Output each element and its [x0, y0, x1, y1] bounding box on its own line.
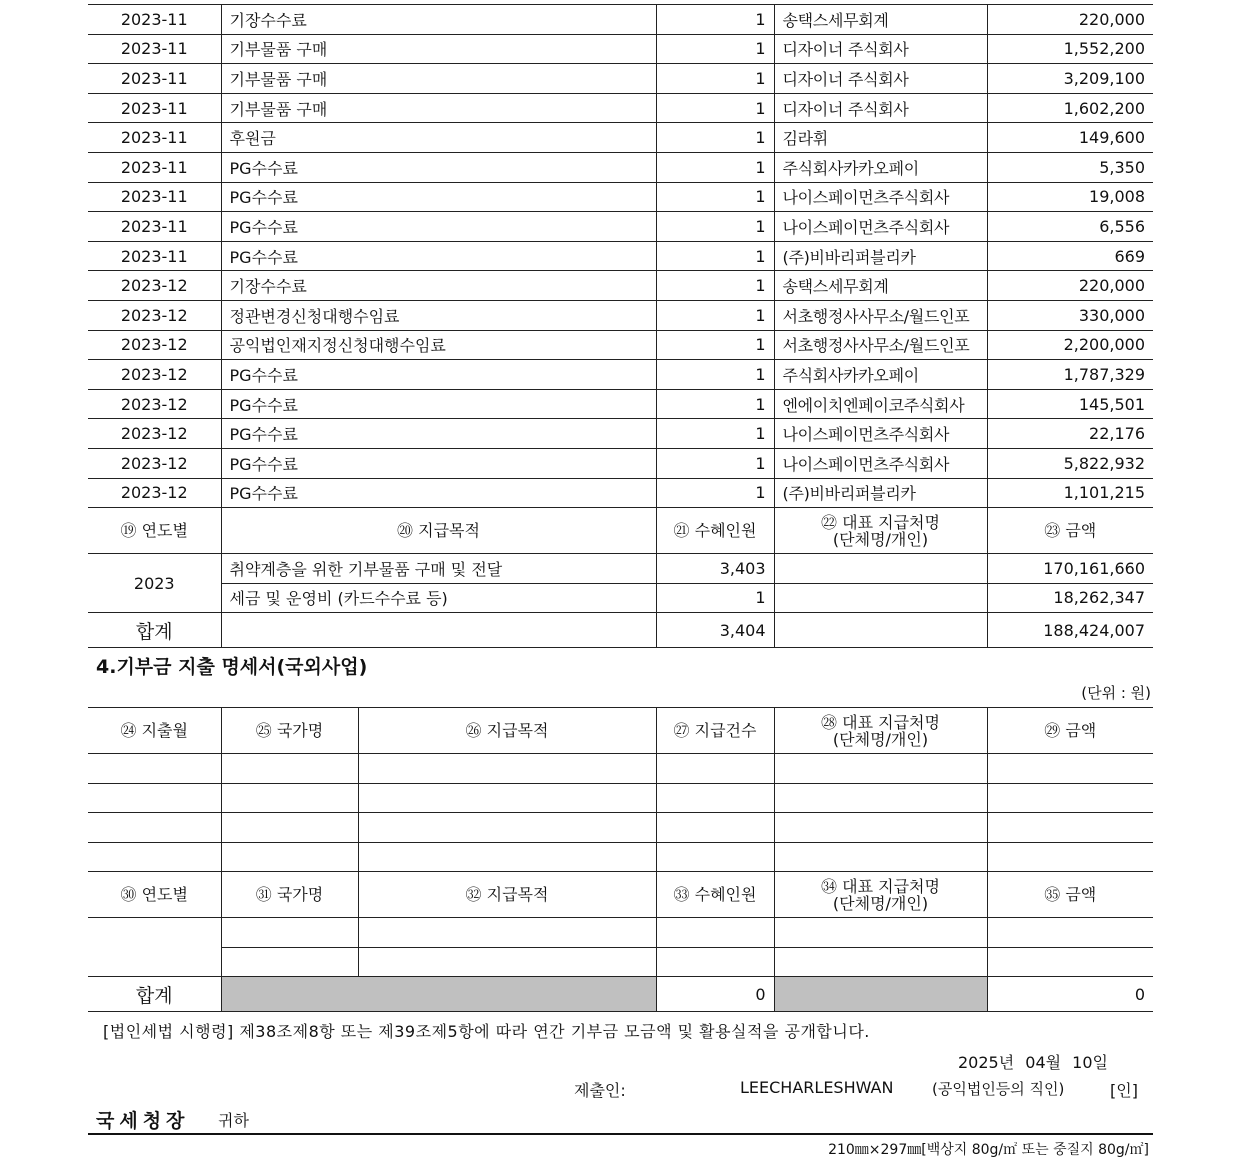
table-row [88, 389, 1153, 419]
header-year: ⑲ 연도별 [88, 508, 221, 554]
domestic-expenditure-body [88, 5, 1153, 648]
purpose-cell: PG수수료 [221, 241, 656, 271]
overseas-summary-empty-row [88, 947, 1153, 977]
expense-month: 2023-11 [88, 182, 221, 212]
expense-month: 2023-12 [88, 419, 221, 449]
expense-month: 2023-11 [88, 34, 221, 64]
expense-month: 2023-11 [88, 123, 221, 153]
count-cell: 1 [656, 300, 774, 330]
table-row [88, 64, 1153, 94]
footer-divider [88, 1133, 1153, 1135]
total-payee [774, 613, 987, 648]
total-shaded-cell [221, 977, 656, 1012]
purpose-cell: PG수수료 [221, 448, 656, 478]
amount-cell: 220,000 [987, 5, 1153, 35]
paper-spec: 210㎜×297㎜[백상지 80g/㎡ 또는 중질지 80g/㎡] [828, 1142, 1149, 1158]
header-payee [774, 872, 987, 918]
payee-cell: 서초행정사사무소/월드인포 [774, 330, 987, 360]
amount-cell: 220,000 [987, 271, 1153, 301]
summary-payee [774, 583, 987, 613]
total-label: 합계 [88, 977, 221, 1012]
count-cell: 1 [656, 182, 774, 212]
purpose-cell: 정관변경신청대행수임료 [221, 300, 656, 330]
expense-month: 2023-12 [88, 448, 221, 478]
payee-cell: 디자이너 주식회사 [774, 34, 987, 64]
total-label: 합계 [88, 613, 221, 648]
count-cell: 1 [656, 212, 774, 242]
total-beneficiaries: 0 [656, 977, 774, 1012]
expense-month: 2023-12 [88, 360, 221, 390]
payee-cell: 엔에이치엔페이코주식회사 [774, 389, 987, 419]
header-beneficiaries: ㉝ 수혜인원 [656, 872, 774, 918]
summary-year: 2023 [88, 554, 221, 613]
table-row [88, 419, 1153, 449]
recipient-suffix: 귀하 [218, 1111, 249, 1130]
payee-cell: 디자이너 주식회사 [774, 64, 987, 94]
amount-cell: 149,600 [987, 123, 1153, 153]
summary-payee [774, 554, 987, 584]
seal-mark: [인] [1110, 1081, 1138, 1100]
header-payee-line1: ㉘ 대표 지급처명 [821, 712, 940, 732]
table-row [88, 330, 1153, 360]
payee-cell: 주식회사카카오페이 [774, 360, 987, 390]
payee-cell: 김라휘 [774, 123, 987, 153]
expense-month: 2023-11 [88, 241, 221, 271]
purpose-cell: PG수수료 [221, 152, 656, 182]
payee-cell: 나이스페이먼츠주식회사 [774, 448, 987, 478]
submitter-role: (공익법인등의 직인) [932, 1080, 1065, 1098]
header-purpose: ⑳ 지급목적 [221, 508, 656, 554]
table-row [88, 182, 1153, 212]
payee-cell: 디자이너 주식회사 [774, 93, 987, 123]
payee-cell: 나이스페이먼츠주식회사 [774, 419, 987, 449]
purpose-cell: PG수수료 [221, 212, 656, 242]
overseas-empty-row [88, 842, 1153, 872]
count-cell: 1 [656, 271, 774, 301]
section4-title: 4.기부금 지출 명세서(국외사업) [96, 656, 368, 678]
total-shaded-cell [774, 977, 987, 1012]
submitter-name: LEECHARLESHWAN [740, 1078, 894, 1097]
header-payee-line2: (단체명/개인) [832, 729, 929, 749]
expense-month: 2023-12 [88, 271, 221, 301]
header-payee-line2: (단체명/개인) [832, 529, 929, 549]
table-row [88, 300, 1153, 330]
table-row [88, 360, 1153, 390]
purpose-cell: 기부물품 구매 [221, 64, 656, 94]
header-amount: ㉓ 금액 [987, 508, 1153, 554]
table-row [88, 93, 1153, 123]
count-cell: 1 [656, 64, 774, 94]
payee-cell: 나이스페이먼츠주식회사 [774, 182, 987, 212]
expense-month: 2023-11 [88, 5, 221, 35]
count-cell: 1 [656, 5, 774, 35]
total-row [88, 613, 1153, 648]
purpose-cell: 기장수수료 [221, 271, 656, 301]
summary-header-row [88, 508, 1153, 554]
table-row [88, 152, 1153, 182]
submission-date: 2025년 04월 10일 [958, 1053, 1108, 1072]
purpose-cell: 기부물품 구매 [221, 34, 656, 64]
summary-row [88, 554, 1153, 584]
table-row [88, 5, 1153, 35]
header-payee-line2: (단체명/개인) [832, 893, 929, 913]
amount-cell: 1,101,215 [987, 478, 1153, 508]
summary-beneficiaries: 3,403 [656, 554, 774, 584]
table-row [88, 271, 1153, 301]
table-row [88, 123, 1153, 153]
payee-cell: 송택스세무회계 [774, 5, 987, 35]
purpose-cell: 기부물품 구매 [221, 93, 656, 123]
payee-cell: 주식회사카카오페이 [774, 152, 987, 182]
payee-cell: (주)비바리퍼블리카 [774, 478, 987, 508]
expense-month: 2023-12 [88, 330, 221, 360]
header-expense-month: ㉔ 지출월 [88, 708, 221, 754]
overseas-expenditure-table [88, 707, 1153, 1012]
header-year: ㉚ 연도별 [88, 872, 221, 918]
count-cell: 1 [656, 448, 774, 478]
table-row [88, 448, 1153, 478]
amount-cell: 145,501 [987, 389, 1153, 419]
overseas-total-row [88, 977, 1153, 1012]
amount-cell: 2,200,000 [987, 330, 1153, 360]
header-payee-line1: ㉒ 대표 지급처명 [821, 512, 940, 532]
table-row [88, 478, 1153, 508]
unit-label: (단위 : 원) [1081, 684, 1151, 702]
payee-cell: 서초행정사사무소/월드인포 [774, 300, 987, 330]
purpose-cell: PG수수료 [221, 419, 656, 449]
overseas-empty-row [88, 754, 1153, 784]
amount-cell: 19,008 [987, 182, 1153, 212]
expense-month: 2023-12 [88, 389, 221, 419]
payee-cell: 나이스페이먼츠주식회사 [774, 212, 987, 242]
payee-cell: 송택스세무회계 [774, 271, 987, 301]
count-cell: 1 [656, 34, 774, 64]
purpose-cell: PG수수료 [221, 182, 656, 212]
expense-month: 2023-12 [88, 300, 221, 330]
total-purpose [221, 613, 656, 648]
purpose-cell: 공익법인재지정신청대행수임료 [221, 330, 656, 360]
expense-month: 2023-12 [88, 478, 221, 508]
law-notice: [법인세법 시행령] 제38조제8항 또는 제39조제5항에 따라 연간 기부금 모금액 및 활용실적을 공개합니다. [103, 1022, 870, 1041]
amount-cell: 5,350 [987, 152, 1153, 182]
overseas-summary-header-row [88, 872, 1153, 918]
amount-cell: 3,209,100 [987, 64, 1153, 94]
total-beneficiaries: 3,404 [656, 613, 774, 648]
amount-cell: 1,552,200 [987, 34, 1153, 64]
header-purpose: ㉖ 지급목적 [358, 708, 656, 754]
purpose-cell: PG수수료 [221, 478, 656, 508]
total-amount: 188,424,007 [987, 613, 1153, 648]
purpose-cell: PG수수료 [221, 389, 656, 419]
summary-amount: 170,161,660 [987, 554, 1153, 584]
total-amount: 0 [987, 977, 1153, 1012]
overseas-header-row [88, 708, 1153, 754]
amount-cell: 6,556 [987, 212, 1153, 242]
summary-beneficiaries: 1 [656, 583, 774, 613]
purpose-cell: PG수수료 [221, 360, 656, 390]
header-purpose: ㉜ 지급목적 [358, 872, 656, 918]
summary-purpose: 세금 및 운영비 (카드수수료 등) [221, 583, 656, 613]
header-payee [774, 508, 987, 554]
header-amount: ㉙ 금액 [987, 708, 1153, 754]
amount-cell: 669 [987, 241, 1153, 271]
count-cell: 1 [656, 241, 774, 271]
payee-cell: (주)비바리퍼블리카 [774, 241, 987, 271]
overseas-empty-row [88, 783, 1153, 813]
expense-month: 2023-11 [88, 212, 221, 242]
overseas-summary-empty-row [88, 918, 1153, 948]
amount-cell: 1,787,329 [987, 360, 1153, 390]
amount-cell: 5,822,932 [987, 448, 1153, 478]
table-row [88, 34, 1153, 64]
domestic-expenditure-table [88, 4, 1153, 648]
header-count: ㉗ 지급건수 [656, 708, 774, 754]
expense-month: 2023-11 [88, 64, 221, 94]
header-country: ㉕ 국가명 [221, 708, 358, 754]
amount-cell: 22,176 [987, 419, 1153, 449]
expense-month: 2023-11 [88, 152, 221, 182]
count-cell: 1 [656, 123, 774, 153]
count-cell: 1 [656, 330, 774, 360]
purpose-cell: 후원금 [221, 123, 656, 153]
header-amount: ㉟ 금액 [987, 872, 1153, 918]
purpose-cell: 기장수수료 [221, 5, 656, 35]
table-row [88, 212, 1153, 242]
header-country: ㉛ 국가명 [221, 872, 358, 918]
submitter-label: 제출인: [574, 1081, 626, 1100]
header-payee-line1: ㉞ 대표 지급처명 [821, 876, 940, 896]
count-cell: 1 [656, 478, 774, 508]
count-cell: 1 [656, 152, 774, 182]
amount-cell: 330,000 [987, 300, 1153, 330]
count-cell: 1 [656, 419, 774, 449]
count-cell: 1 [656, 389, 774, 419]
amount-cell: 1,602,200 [987, 93, 1153, 123]
overseas-empty-row [88, 813, 1153, 843]
recipient: 국세청장 [96, 1110, 190, 1132]
summary-amount: 18,262,347 [987, 583, 1153, 613]
summary-purpose: 취약계층을 위한 기부물품 구매 및 전달 [221, 554, 656, 584]
header-beneficiaries: ㉑ 수혜인원 [656, 508, 774, 554]
count-cell: 1 [656, 360, 774, 390]
count-cell: 1 [656, 93, 774, 123]
expense-month: 2023-11 [88, 93, 221, 123]
table-row [88, 241, 1153, 271]
summary-row [88, 583, 1153, 613]
header-payee [774, 708, 987, 754]
